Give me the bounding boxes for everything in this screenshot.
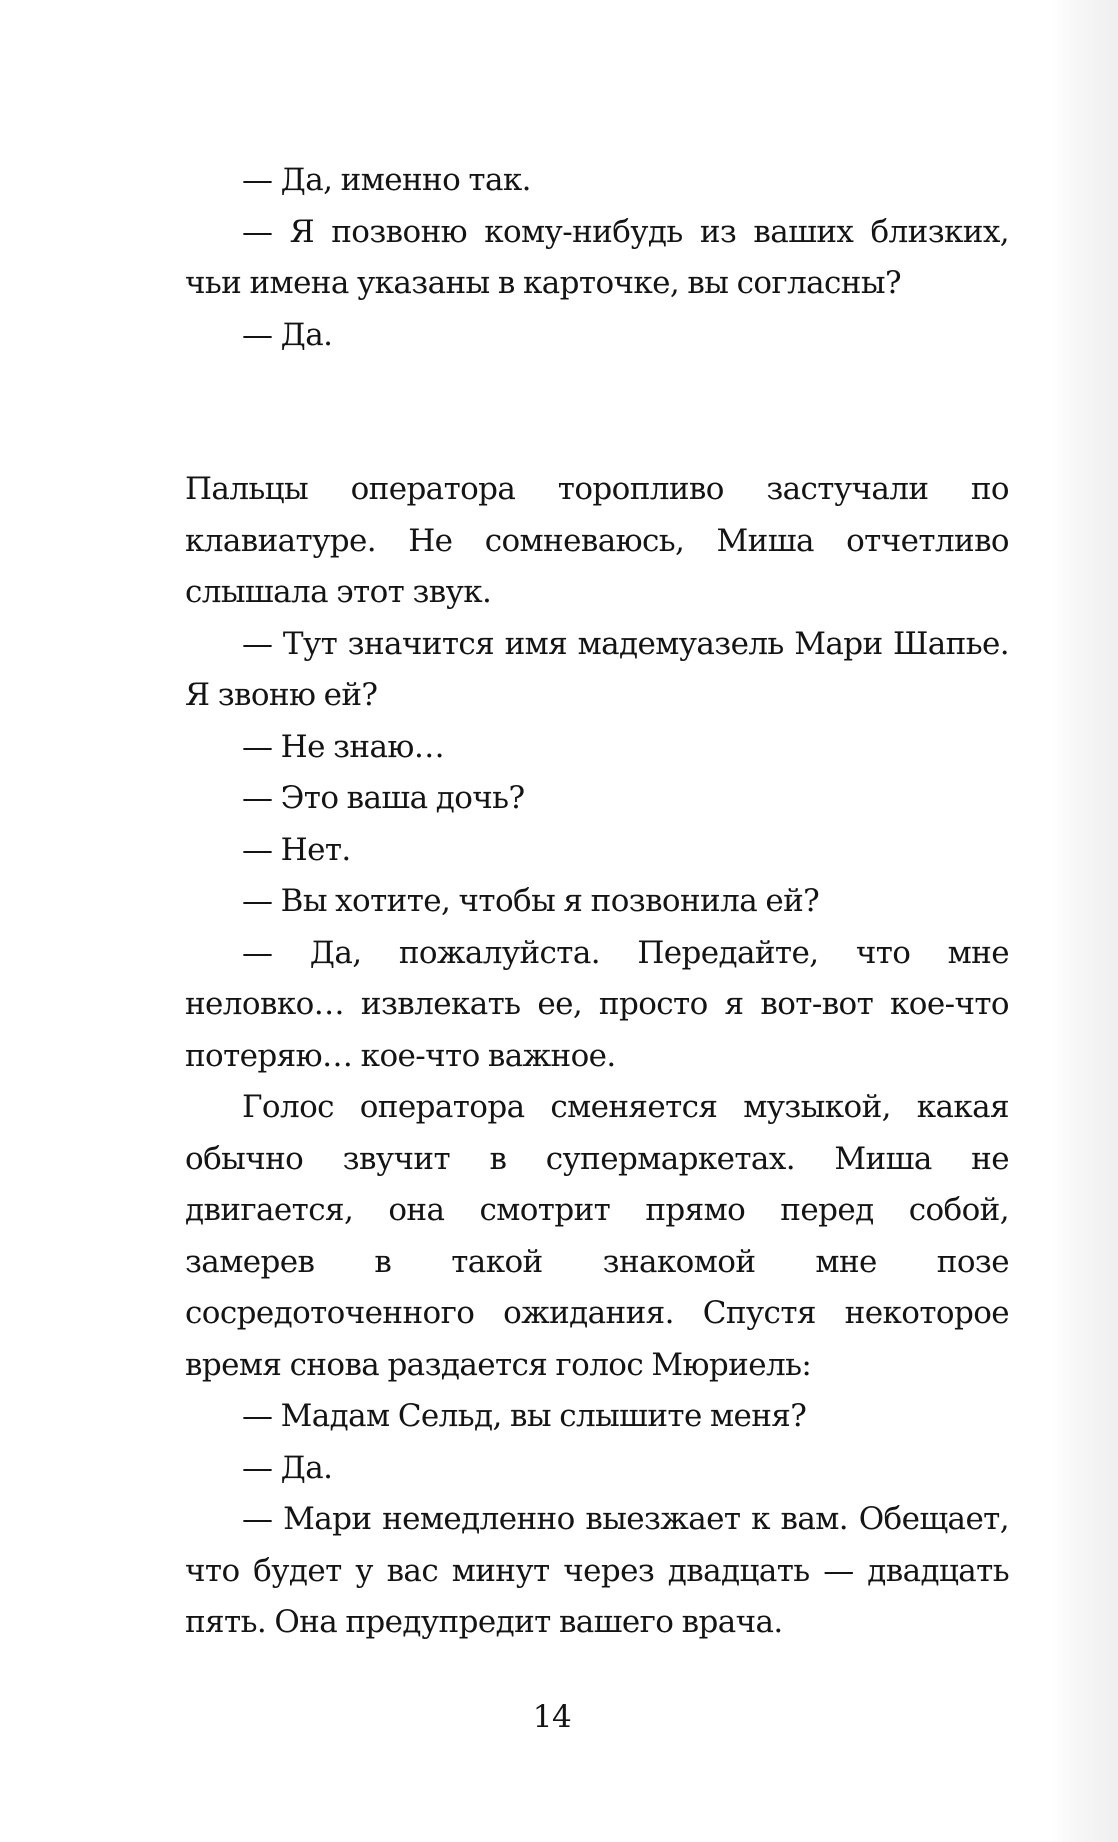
- paragraph: — Да.: [242, 1449, 333, 1486]
- paragraph: Пальцы оператора торопливо застучали по клавиатуре. Не сомневаюсь, Миша отчетливо слышала этот звук.: [185, 471, 1009, 610]
- page-number: 14: [532, 1699, 572, 1735]
- paragraph: — Это ваша дочь?: [242, 780, 525, 816]
- paragraph: — Не знаю…: [242, 728, 445, 765]
- paragraph: — Нет.: [242, 831, 351, 868]
- paragraph: Голос оператора сменяется музыкой, какая обычно звучит в супермаркетах. Миша не двигается, она смотрит прямо перед собой, замерев в такой знакомой мне позе сосредоточенного ожидания. Спустя некоторое время снова раздается голос Мюриель:: [185, 1089, 1009, 1383]
- paragraph: — Я позвоню кому-нибудь из ваших близких, чьи имена указаны в карточке, вы согласны?: [185, 213, 1009, 301]
- text-block-1: [185, 155, 1009, 361]
- paragraph: — Да, пожалуйста. Передайте, что мне неловко… извлекать ее, просто я вот-вот кое-что потеряю… кое-что важное.: [185, 934, 1009, 1074]
- paragraph: — Мадам Сельд, вы слышите меня?: [242, 1398, 807, 1434]
- paragraph: — Да, именно так.: [242, 162, 531, 198]
- paragraph: — Тут значится имя мадемуазель Мари Шапье. Я звоню ей?: [185, 625, 1009, 713]
- page-body: [185, 155, 1009, 1649]
- paragraph: — Мари немедленно выезжает к вам. Обещает, что будет у вас минут через двадцать — двадцать пять. Она предупредит вашего врача.: [185, 1501, 1009, 1640]
- paragraph: — Да.: [242, 316, 333, 353]
- text-block-2: [185, 464, 1009, 1649]
- paragraph: — Вы хотите, чтобы я позвонила ей?: [242, 883, 820, 919]
- section-break: [185, 361, 1009, 464]
